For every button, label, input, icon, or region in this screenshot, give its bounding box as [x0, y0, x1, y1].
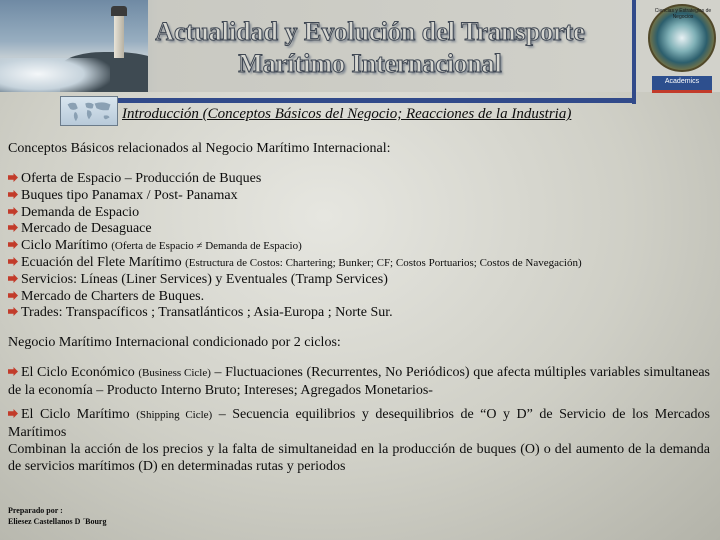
item-text: Oferta de Espacio – Producción de Buques — [21, 171, 262, 186]
institution-emblem — [646, 2, 720, 98]
prepared-by-label: Preparado por : — [8, 506, 63, 515]
arrow-bullet-icon — [8, 274, 18, 283]
arrow-bullet-icon — [8, 173, 18, 182]
arrow-bullet-icon — [8, 190, 18, 199]
arrow-bullet-icon — [8, 409, 18, 418]
lighthouse-lamp — [111, 6, 127, 16]
author-name: Eliesez Castellanos D ´Bourg — [8, 517, 107, 526]
world-map-graphic — [61, 97, 117, 125]
title-line-2: Marítimo Internacional — [238, 49, 502, 78]
item-note: (Estructura de Costos: Chartering; Bunker; CF; Costos Portuarios; Costos de Navegación) — [185, 257, 582, 269]
wave-splash — [0, 58, 110, 92]
arrow-bullet-icon — [8, 223, 18, 232]
arrow-bullet-icon — [8, 367, 18, 376]
lighthouse-photo — [0, 0, 148, 92]
item-text: Buques tipo Panamax / Post- Panamax — [21, 188, 238, 203]
list-item — [8, 304, 393, 321]
item-text: Mercado de Desaguace — [21, 221, 152, 236]
cycle1-note: (Business Cicle) — [138, 367, 211, 379]
emblem-caption: Ciencias y Estrategias de Negocios — [654, 8, 712, 20]
academics-badge: Academics — [652, 76, 712, 92]
list-item — [8, 220, 152, 237]
cycle-economic-paragraph — [8, 364, 710, 399]
list-item — [8, 170, 261, 187]
section-subtitle: Introducción (Conceptos Básicos del Negocio; Reacciones de la Industria) — [122, 106, 572, 122]
cycle2-text: – Secuencia equilibrios y desequilibrios de “O y D” de Servicio de los Mercados Marítimos — [8, 407, 710, 440]
list-item — [8, 288, 204, 305]
item-text: Demanda de Espacio — [21, 205, 140, 220]
item-note: (Oferta de Espacio ≠ Demanda de Espacio) — [111, 240, 302, 252]
item-text: Ciclo Marítimo — [21, 238, 112, 253]
page-title — [140, 16, 600, 80]
horizontal-divider — [118, 98, 636, 103]
title-line-1: Actualidad y Evolución del Transporte — [155, 17, 585, 46]
world-map-icon — [60, 96, 118, 126]
section2-heading: Negocio Marítimo Internacional condicionado por 2 ciclos: — [8, 335, 341, 350]
closing-paragraph: Combinan la acción de los precios y la falta de simultaneidad en la producción de buques (O) o del aumento de la demanda de servicios marítimos (D) en determinadas rutas y periodos — [8, 442, 710, 474]
cycle1-lead: El Ciclo Económico — [21, 365, 139, 380]
list-item — [8, 254, 582, 272]
item-text: Servicios: Líneas (Liner Services) y Eventuales (Tramp Services) — [21, 272, 388, 287]
list-item — [8, 271, 388, 288]
lighthouse-tower — [114, 14, 124, 58]
arrow-bullet-icon — [8, 207, 18, 216]
cycle1-text: – Fluctuaciones (Recurrentes, No Periódicos) que afecta múltiples variables simultaneas de la economía – Producto Interno Bruto; Intereses; Agregados Monetarios- — [8, 365, 710, 398]
list-item — [8, 204, 139, 221]
arrow-bullet-icon — [8, 307, 18, 316]
arrow-bullet-icon — [8, 240, 18, 249]
cycle2-note: (Shipping Cicle) — [136, 409, 213, 421]
section1-heading: Conceptos Básicos relacionados al Negocio Marítimo Internacional: — [8, 141, 391, 156]
arrow-bullet-icon — [8, 291, 18, 300]
vertical-divider — [632, 0, 636, 104]
cycle-maritime-paragraph — [8, 406, 710, 441]
item-text: Ecuación del Flete Marítimo — [21, 255, 186, 270]
cycle2-lead: El Ciclo Marítimo — [21, 407, 137, 422]
arrow-bullet-icon — [8, 257, 18, 266]
item-text: Mercado de Charters de Buques. — [21, 289, 205, 304]
list-item — [8, 237, 302, 255]
list-item — [8, 187, 238, 204]
badge-strip — [652, 90, 712, 93]
item-text: Trades: Transpacíficos ; Transatlánticos ; Asia-Europa ; Norte Sur. — [21, 305, 393, 320]
